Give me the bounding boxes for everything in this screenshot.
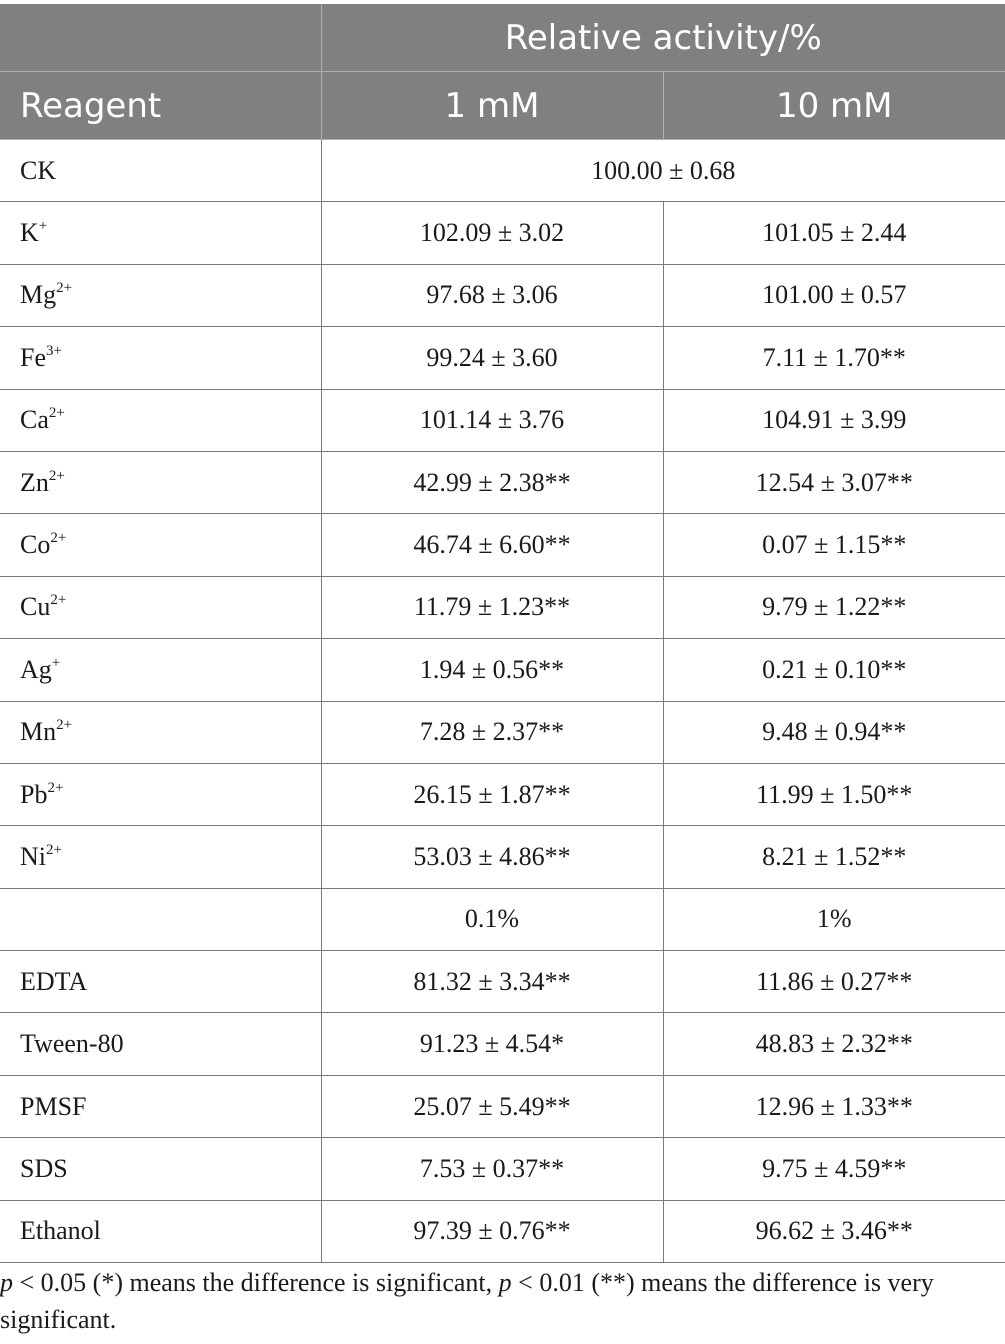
- header-blank-cell: [0, 4, 321, 72]
- activity-value-low: 7.53 ± 0.37**: [321, 1138, 663, 1200]
- ion-charge: 2+: [48, 467, 65, 484]
- activity-value-high: 12.96 ± 1.33**: [663, 1075, 1005, 1137]
- table-row: [0, 576, 1005, 638]
- reagent-name: Tween-80: [0, 1013, 321, 1075]
- table-row: [0, 701, 1005, 763]
- activity-value: 100.00 ± 0.68: [321, 140, 1005, 202]
- activity-value-1mm: 97.68 ± 3.06: [321, 264, 663, 326]
- reagent-name: [0, 514, 321, 576]
- ion-charge: 2+: [56, 717, 73, 734]
- ion-symbol: Ni: [20, 841, 46, 871]
- table-row: [0, 1075, 1005, 1137]
- reagent-name: [0, 264, 321, 326]
- ion-charge: 2+: [48, 405, 65, 422]
- ion-symbol: Pb: [20, 779, 48, 809]
- activity-value-low: 91.23 ± 4.54*: [321, 1013, 663, 1075]
- activity-value-10mm: 104.91 ± 3.99: [663, 389, 1005, 451]
- activity-value-10mm: 101.00 ± 0.57: [663, 264, 1005, 326]
- ion-symbol: Ag: [20, 654, 52, 684]
- footnote-text-significant: < 0.05 (*) means the difference is significant,: [13, 1268, 499, 1297]
- activity-value-1mm: 26.15 ± 1.87**: [321, 763, 663, 825]
- activity-value-1mm: 7.28 ± 2.37**: [321, 701, 663, 763]
- ion-charge: 2+: [47, 779, 64, 796]
- footnote-p-symbol: p: [0, 1268, 13, 1297]
- activity-value-1mm: 99.24 ± 3.60: [321, 327, 663, 389]
- table-row: [0, 264, 1005, 326]
- activity-value-high: 48.83 ± 2.32**: [663, 1013, 1005, 1075]
- table-row: [0, 826, 1005, 888]
- ion-charge: 3+: [46, 342, 62, 359]
- activity-value-low: 97.39 ± 0.76**: [321, 1200, 663, 1262]
- ion-charge: 2+: [50, 592, 67, 609]
- table-row: [0, 951, 1005, 1013]
- activity-value-1mm: 102.09 ± 3.02: [321, 202, 663, 264]
- header-row-columns: [0, 72, 1005, 140]
- activity-value-10mm: 0.21 ± 0.10**: [663, 639, 1005, 701]
- table-row: [0, 389, 1005, 451]
- header-col-10mm: 10 mM: [663, 72, 1005, 140]
- reagent-name: PMSF: [0, 1075, 321, 1137]
- activity-value-10mm: 9.48 ± 0.94**: [663, 701, 1005, 763]
- reagent-name: [0, 639, 321, 701]
- ion-symbol: Ca: [20, 405, 49, 435]
- header-row-group: [0, 4, 1005, 72]
- concentration-subheader-row: [0, 888, 1005, 950]
- reagent-name: [0, 389, 321, 451]
- footnote-p-symbol: p: [498, 1268, 512, 1297]
- ion-charge: 2+: [46, 841, 62, 858]
- ion-symbol: Zn: [20, 467, 49, 497]
- reagent-name: SDS: [0, 1138, 321, 1200]
- activity-value-10mm: 0.07 ± 1.15**: [663, 514, 1005, 576]
- footnote: [0, 1264, 1000, 1338]
- activity-value-low: 25.07 ± 5.49**: [321, 1075, 663, 1137]
- activity-value-low: 81.32 ± 3.34**: [321, 951, 663, 1013]
- ion-charge: +: [38, 218, 48, 235]
- activity-value-high: 96.62 ± 3.46**: [663, 1200, 1005, 1262]
- ion-symbol: Cu: [20, 592, 51, 622]
- activity-value-1mm: 11.79 ± 1.23**: [321, 576, 663, 638]
- activity-value-high: 9.75 ± 4.59**: [663, 1138, 1005, 1200]
- activity-value-1mm: 46.74 ± 6.60**: [321, 514, 663, 576]
- reagent-name: [0, 701, 321, 763]
- table-header: [0, 4, 1005, 140]
- activity-value-10mm: 101.05 ± 2.44: [663, 202, 1005, 264]
- table-row-ck: [0, 140, 1005, 202]
- header-reagent: Reagent: [0, 72, 321, 140]
- activity-value-1mm: 101.14 ± 3.76: [321, 389, 663, 451]
- table-row: [0, 763, 1005, 825]
- activity-value-1mm: 42.99 ± 2.38**: [321, 451, 663, 513]
- header-relative-activity: Relative activity/%: [321, 4, 1005, 72]
- reagent-name: Ethanol: [0, 1200, 321, 1262]
- table-row: [0, 451, 1005, 513]
- table-row: [0, 327, 1005, 389]
- ion-symbol: Mg: [20, 280, 57, 310]
- table-body: [0, 140, 1005, 1263]
- header-col-1mm: 1 mM: [321, 72, 663, 140]
- ion-symbol: Mn: [20, 717, 57, 747]
- relative-activity-table: [0, 4, 1005, 1263]
- activity-value-1mm: 53.03 ± 4.86**: [321, 826, 663, 888]
- reagent-name: [0, 202, 321, 264]
- table-row: [0, 1138, 1005, 1200]
- reagent-name: [0, 763, 321, 825]
- reagent-name: EDTA: [0, 951, 321, 1013]
- reagent-name: [0, 451, 321, 513]
- activity-value-10mm: 9.79 ± 1.22**: [663, 576, 1005, 638]
- activity-value-10mm: 11.99 ± 1.50**: [663, 763, 1005, 825]
- table-row: [0, 202, 1005, 264]
- ion-charge: 2+: [50, 530, 67, 547]
- ion-symbol: Fe: [20, 342, 46, 372]
- reagent-name: [0, 327, 321, 389]
- reagent-name: [0, 826, 321, 888]
- table-row: [0, 639, 1005, 701]
- activity-value-10mm: 7.11 ± 1.70**: [663, 327, 1005, 389]
- reagent-name: CK: [0, 140, 321, 202]
- activity-value-high: 11.86 ± 0.27**: [663, 951, 1005, 1013]
- reagent-name: [0, 576, 321, 638]
- footnote-text-very-significant: < 0.01 (**) means the difference is very significant.: [0, 1268, 934, 1334]
- ion-charge: +: [51, 654, 61, 671]
- ion-charge: 2+: [56, 280, 73, 297]
- table-row: [0, 514, 1005, 576]
- activity-value-1mm: 1.94 ± 0.56**: [321, 639, 663, 701]
- activity-value-10mm: 8.21 ± 1.52**: [663, 826, 1005, 888]
- subheader-col-1-percent: 1%: [663, 888, 1005, 950]
- subheader-blank-cell: [0, 888, 321, 950]
- ion-symbol: K: [20, 218, 39, 248]
- activity-value-10mm: 12.54 ± 3.07**: [663, 451, 1005, 513]
- table-row: [0, 1200, 1005, 1262]
- table-row: [0, 1013, 1005, 1075]
- subheader-col-0.1-percent: 0.1%: [321, 888, 663, 950]
- ion-symbol: Co: [20, 530, 51, 560]
